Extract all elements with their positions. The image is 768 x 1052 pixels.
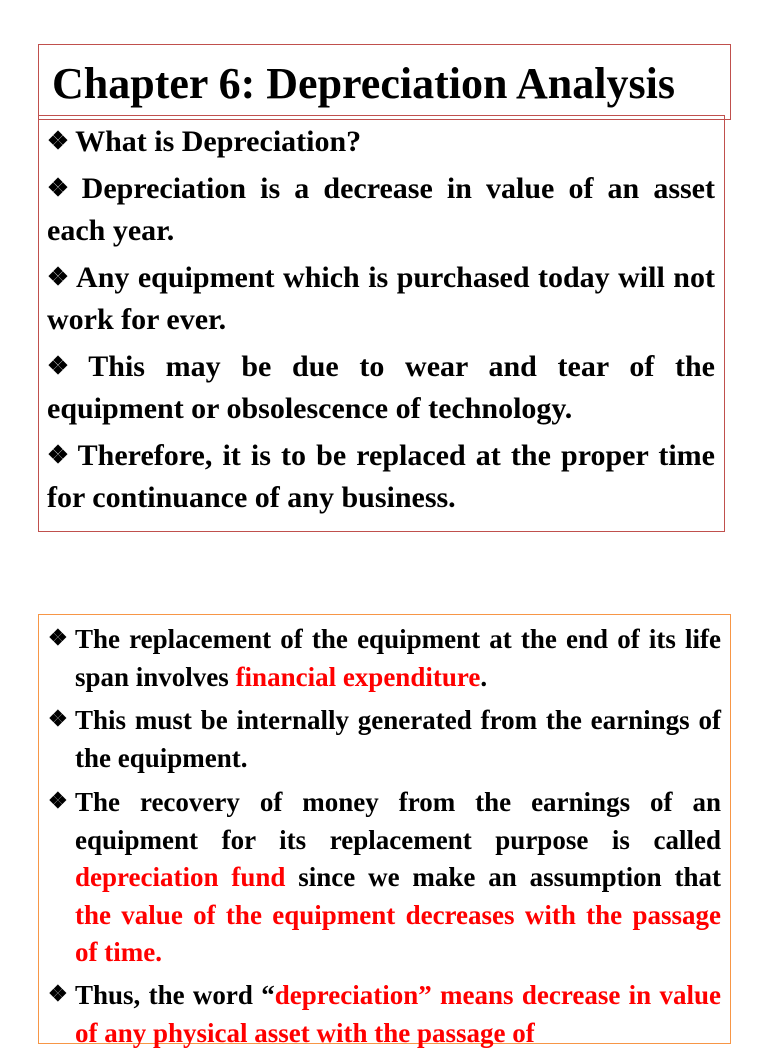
bullet-icon: ❖ <box>47 175 76 203</box>
bullet-icon: ❖ <box>48 788 68 813</box>
bullet-icon: ❖ <box>47 353 83 381</box>
highlight-depreciation-means: depreciation” means decrease in value of any physical asset with the passage of <box>75 980 721 1048</box>
bullet-icon: ❖ <box>47 264 71 292</box>
slide2-point-2: This must be internally generated from the earnings of the equipment. <box>75 705 721 773</box>
slide1-point-3: ❖ Any equipment which is purchased today will not work for ever. <box>47 261 715 337</box>
highlight-value-decreases: the value of the equipment decreases with the passage of time. <box>75 899 721 967</box>
highlight-financial-expenditure: financial expenditure <box>235 661 481 692</box>
bullet-icon: ❖ <box>48 981 68 1006</box>
slide2-point-3: The recovery of money from the earnings of an equipment for its replacement purpose is called depreciation fund since we make an assumption that the value of the equipment decreases with the passage of time. <box>75 787 722 967</box>
slide2-point-4: Thus, the word “depreciation” means decrease in value of any physical asset with the passage of <box>75 980 721 1048</box>
bullet-icon: ❖ <box>48 625 68 650</box>
slide1-point-5: ❖ Therefore, it is to be replaced at the proper time for continuance of any business. <box>47 439 715 515</box>
bullet-icon: ❖ <box>47 442 72 470</box>
slide1-point-4: ❖ This may be due to wear and tear of the equipment or obsolescence of technology. <box>47 350 715 426</box>
slide2-point-1: The replacement of the equipment at the end of its life span involves financial expenditure. <box>75 624 721 692</box>
slide-title: Chapter 6: Depreciation Analysis <box>52 59 675 108</box>
highlight-depreciation-fund: depreciation fund <box>75 862 286 892</box>
slide1-point-1: ❖ What is Depreciation? <box>47 125 362 158</box>
slide1-point-2: ❖ Depreciation is a decrease in value of an asset each year. <box>47 172 715 248</box>
bullet-icon: ❖ <box>47 128 70 156</box>
bullet-icon: ❖ <box>48 706 68 731</box>
